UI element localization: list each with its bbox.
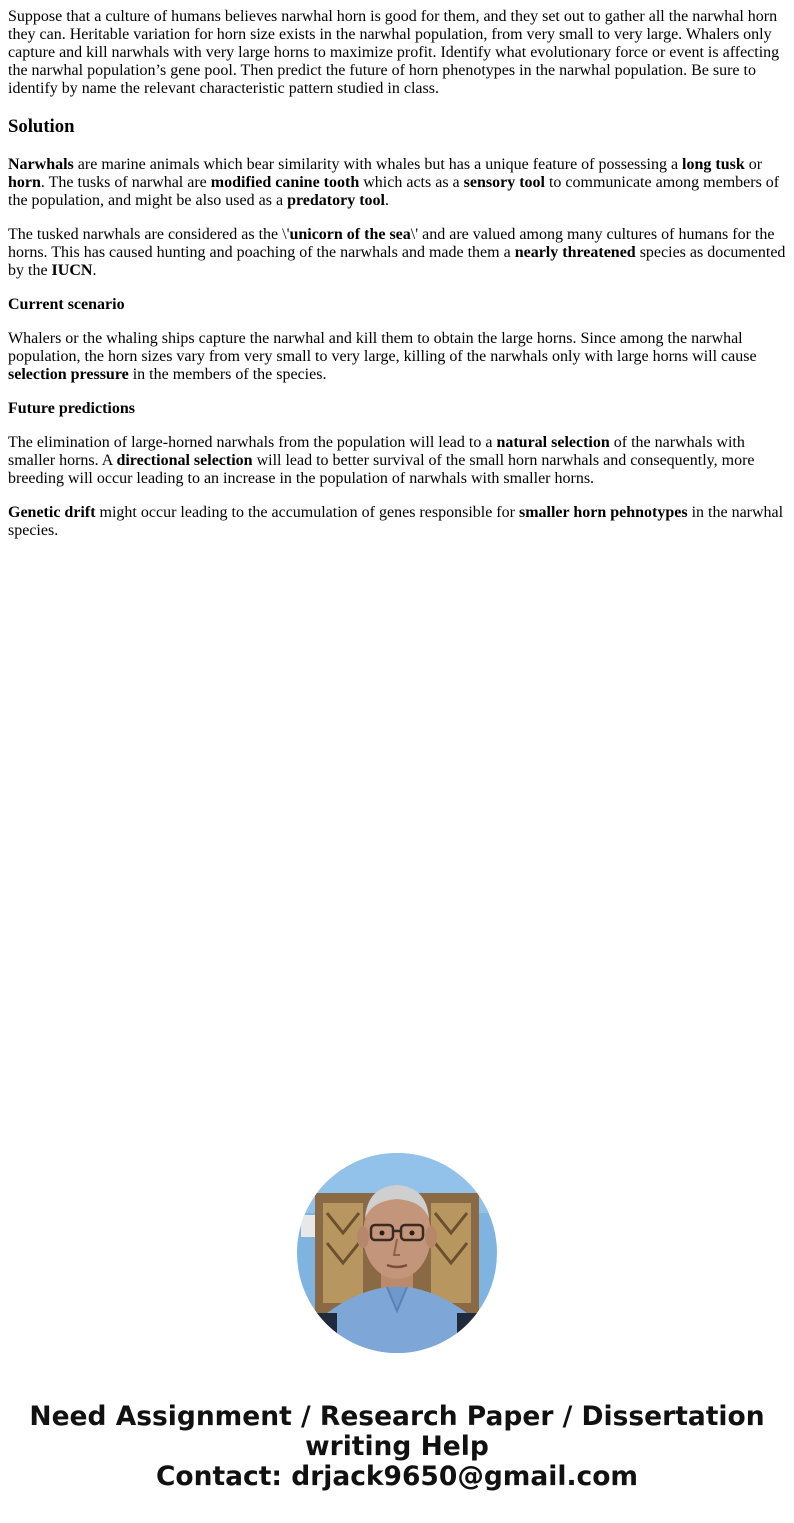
cta-contact-email[interactable]: Contact: drjack9650@gmail.com — [155, 1461, 639, 1492]
bold-term: predatory tool — [287, 192, 385, 209]
avatar-portrait-icon — [297, 1153, 497, 1353]
bold-term: Narwhals — [8, 156, 74, 173]
paragraph-unicorn-of-sea — [8, 226, 786, 280]
paragraph-narwhal-description — [8, 156, 786, 210]
bold-term: Genetic drift — [8, 504, 96, 521]
bold-term: modified canine tooth — [210, 174, 360, 191]
text-run: are marine animals which bear similarity with whales but has a unique feature of possessing a — [73, 156, 683, 173]
text-run: will lead to better survival of the small horn narwhals and consequently, more breeding will occur leading to an increase in the population of narwhals with smaller horns. — [8, 452, 755, 487]
current-scenario-heading — [8, 296, 786, 314]
bold-term: horn — [8, 174, 41, 191]
paragraph-future-predictions — [8, 434, 786, 488]
bold-term: natural selection — [496, 434, 610, 451]
text-run: . — [92, 262, 97, 279]
future-predictions-heading — [8, 400, 786, 418]
text-run: in the members of the species. — [128, 366, 327, 383]
document-body — [8, 8, 786, 556]
bold-term: sensory tool — [463, 174, 545, 191]
text-run: . The tusks of narwhal are — [40, 174, 211, 191]
paragraph-genetic-drift — [8, 504, 786, 540]
text-run: The tusked narwhals are considered as the \' — [8, 226, 290, 243]
text-run: of the narwhals with smaller horns. A — [8, 434, 745, 469]
question-text: Suppose that a culture of humans believes narwhal horn is good for them, and they set out to gather all the narwhal horn they can. Heritable variation for horn size exists in the narwhal population, from very small to very large. Whalers only capture and kill narwhals with very large horns to maximize profit. Identify what evolutionary force or event is affecting the narwhal population’s gene pool. Then predict the future of horn phenotypes in the narwhal population. Be sure to identify by name the relevant characteristic pattern studied in class. — [8, 8, 780, 97]
bold-term: IUCN — [51, 262, 93, 279]
heading-text: Current scenario — [8, 296, 125, 313]
heading-text: Future predictions — [8, 400, 135, 417]
cta-headline: Need Assignment / Research Paper / Dissertation writing Help — [29, 1401, 765, 1462]
bold-term: selection pressure — [8, 366, 129, 383]
bold-term: unicorn of the sea — [289, 226, 411, 243]
bold-term: nearly threatened — [514, 244, 636, 261]
paragraph-current-scenario — [8, 330, 786, 384]
text-run: . — [384, 192, 389, 209]
text-run: might occur leading to the accumulation of genes responsible for — [95, 504, 519, 521]
bold-term: long tusk — [682, 156, 745, 173]
text-run: or — [744, 156, 763, 173]
solution-heading: Solution — [8, 116, 75, 137]
text-run: which acts as a — [359, 174, 464, 191]
text-run: \' and are valued among many cultures of humans for the horns. This has caused hunting and poaching of the narwhals and made them a — [8, 226, 775, 261]
text-run: to communicate among members of the population, and might be also used as a — [8, 174, 780, 209]
bold-term: directional selection — [116, 452, 253, 469]
text-run: species as documented by the — [8, 244, 786, 279]
text-run: The elimination of large-horned narwhals from the population will lead to a — [8, 434, 497, 451]
bold-term: smaller horn pehnotypes — [518, 504, 688, 521]
text-run: Whalers or the whaling ships capture the narwhal and kill them to obtain the large horns. Since among the narwhal population, the horn sizes vary from very small to very large, killing of the narwhals only with large horns will cause — [8, 330, 757, 365]
author-avatar — [297, 1153, 497, 1353]
contact-banner — [0, 1402, 794, 1492]
text-run: in the narwhal species. — [8, 504, 784, 539]
